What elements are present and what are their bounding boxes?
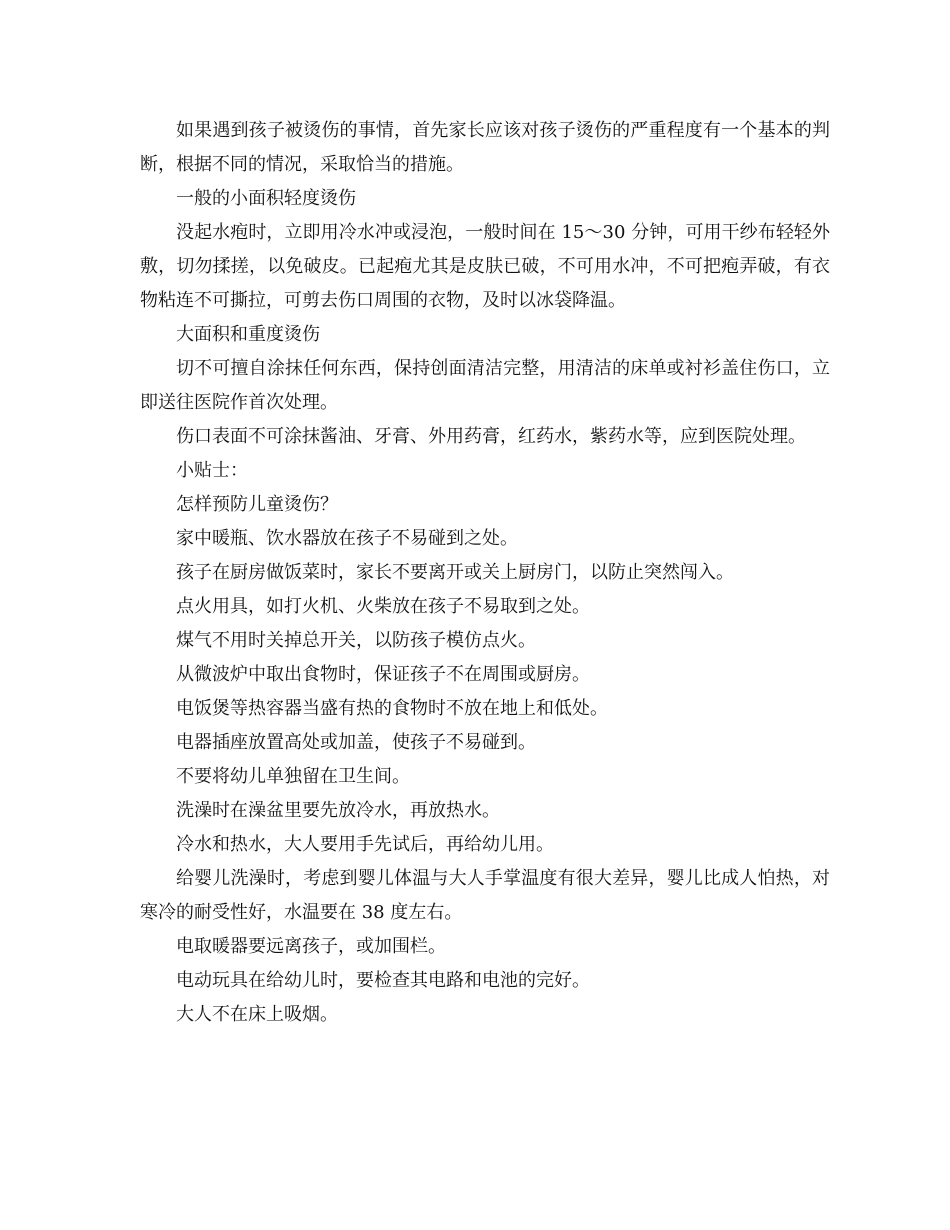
section-heading-severe-burns: 大面积和重度烫伤 [176, 324, 320, 345]
paragraph-severe-burns: 切不可擅自涂抹任何东西，保持创面清洁完整，用清洁的床单或衬衫盖住伤口，立即送往医院作首次处理。 [140, 358, 830, 413]
section-heading-minor-burns: 一般的小面积轻度烫伤 [176, 188, 356, 209]
document-body [140, 114, 830, 1032]
tip-item: 从微波炉中取出食物时，保证孩子不在周围或厨房。 [176, 664, 590, 685]
tip-item: 电动玩具在给幼儿时，要检查其电路和电池的完好。 [176, 970, 590, 991]
tip-item: 电饭煲等热容器当盛有热的食物时不放在地上和低处。 [176, 698, 608, 719]
tip-item: 电取暖器要远离孩子，或加围栏。 [176, 936, 446, 957]
paragraph-minor-burns: 没起水疱时，立即用冷水冲或浸泡，一般时间在 15～30 分钟，可用干纱布轻轻外敷，切勿揉搓，以免破皮。已起疱尤其是皮肤已破，不可用水冲，不可把疱弄破，有衣物粘连不可撕拉，可剪去伤口周围的衣物，及时以冰袋降温。 [140, 222, 830, 311]
tip-item: 电器插座放置高处或加盖，使孩子不易碰到。 [176, 732, 536, 753]
prevention-question: 怎样预防儿童烫伤？ [176, 494, 338, 515]
tip-item: 点火用具，如打火机、火柴放在孩子不易取到之处。 [176, 596, 590, 617]
paragraph-intro: 如果遇到孩子被烫伤的事情，首先家长应该对孩子烫伤的严重程度有一个基本的判断，根据不同的情况，采取恰当的措施。 [140, 120, 830, 175]
tip-item: 不要将幼儿单独留在卫生间。 [176, 766, 410, 787]
tip-item: 冷水和热水，大人要用手先试后，再给幼儿用。 [176, 834, 554, 855]
tip-item: 大人不在床上吸烟。 [176, 1004, 338, 1025]
tip-item: 孩子在厨房做饭菜时，家长不要离开或关上厨房门，以防止突然闯入。 [176, 562, 734, 583]
tips-heading: 小贴士： [176, 460, 248, 481]
paragraph-wound-surface: 伤口表面不可涂抹酱油、牙膏、外用药膏，红药水，紫药水等，应到医院处理。 [176, 426, 806, 447]
tip-item: 洗澡时在澡盆里要先放冷水，再放热水。 [176, 800, 500, 821]
tip-item: 给婴儿洗澡时，考虑到婴儿体温与大人手掌温度有很大差异，婴儿比成人怕热，对寒冷的耐受性好，水温要在 38 度左右。 [140, 868, 830, 923]
tip-item: 煤气不用时关掉总开关，以防孩子模仿点火。 [176, 630, 536, 651]
tip-item: 家中暖瓶、饮水器放在孩子不易碰到之处。 [176, 528, 518, 549]
